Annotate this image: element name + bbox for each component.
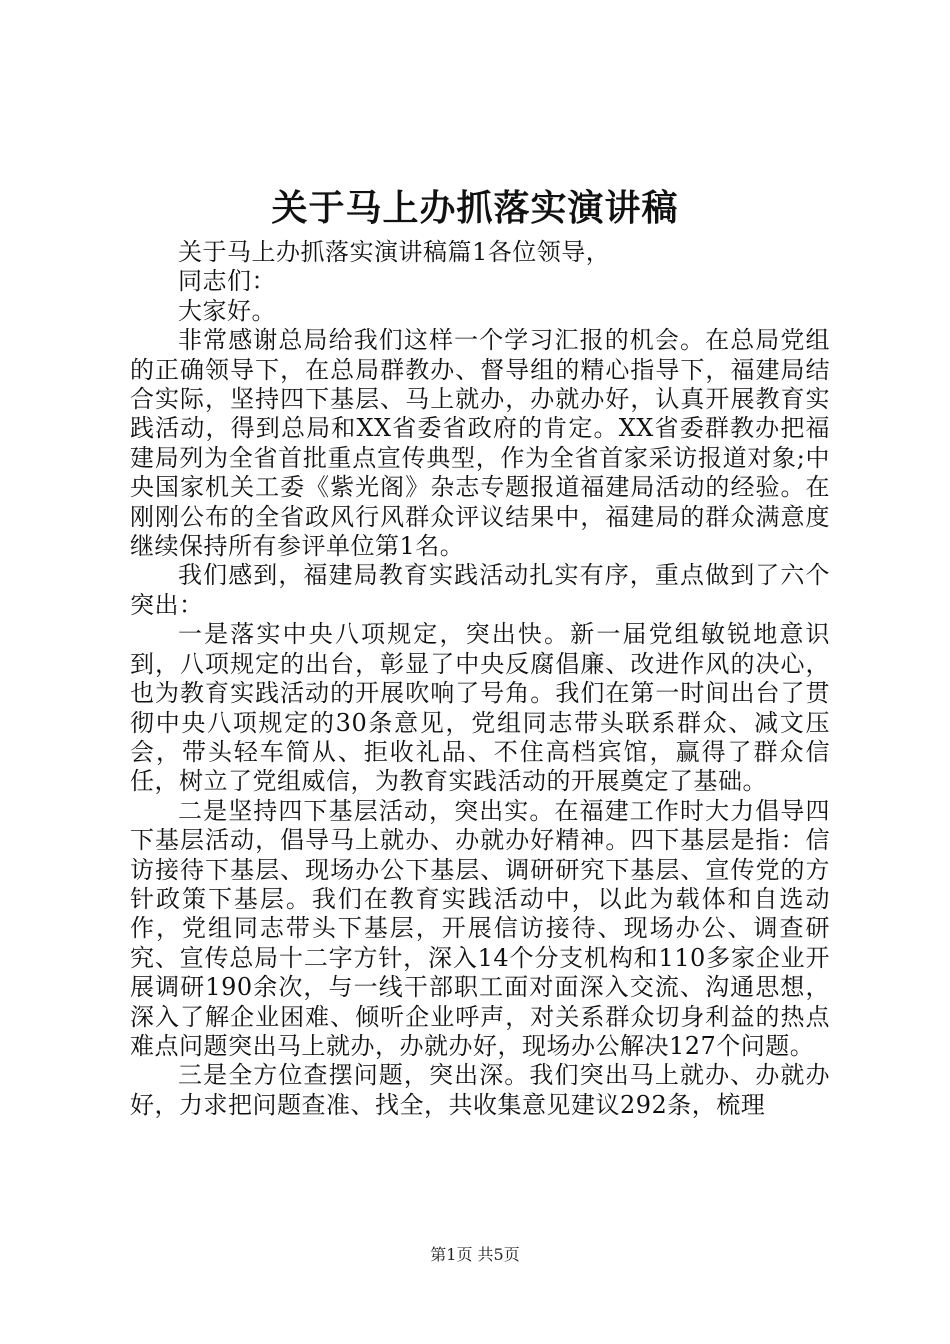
document-body (130, 238, 830, 1120)
paragraph-point-three: 三是全方位查摆问题，突出深。我们突出马上就办、办就办好，力求把问题查准、找全，共收集意见建议292条，梳理 (130, 1061, 830, 1119)
paragraph-comrades: 同志们： (178, 267, 276, 296)
paragraph-thanks: 非常感谢总局给我们这样一个学习汇报的机会。在总局党组的正确领导下，在总局群教办、督导组的精心指导下，福建局结合实际，坚持四下基层、马上就办，办就办好，认真开展教育实践活动，得到总局和XX省委省政府的肯定。XX省委群教办把福建局列为全省首批重点宣传典型，作为全省首家采访报道对象;中央国家机关工委《紫光阁》杂志专题报道福建局活动的经验。在刚刚公布的全省政风行风群众评议结果中，福建局的群众满意度继续保持所有参评单位第1名。 (130, 326, 830, 561)
document-title: 关于马上办抓落实演讲稿 (271, 187, 679, 229)
paragraph-point-one: 一是落实中央八项规定，突出快。新一届党组敏锐地意识到，八项规定的出台，彰显了中央反腐倡廉、改进作风的决心，也为教育实践活动的开展吹响了号角。我们在第一时间出台了贯彻中央八项规定的30条意见，党组同志带头联系群众、减文压会，带头轻车简从、拒收礼品、不住高档宾馆，赢得了群众信任，树立了党组威信，为教育实践活动的开展奠定了基础。 (130, 620, 830, 796)
paragraph-greeting: 大家好。 (178, 296, 276, 325)
paragraph-salutation: 关于马上办抓落实演讲稿篇1各位领导， (178, 238, 611, 266)
paragraph-point-two: 二是坚持四下基层活动，突出实。在福建工作时大力倡导四下基层活动，倡导马上就办、办就办好精神。四下基层是指：信访接待下基层、现场办公下基层、调研研究下基层、宣传党的方针政策下基层。我们在教育实践活动中，以此为载体和自选动作，党组同志带头下基层，开展信访接待、现场办公、调查研究、宣传总局十二字方针，深入14个分支机构和110多家企业开展调研190余次，与一线干部职工面对面深入交流、沟通思想，深入了解企业困难、倾听企业呼声，对关系群众切身利益的热点难点问题突出马上就办，办就办好，现场办公解决127个问题。 (130, 796, 830, 1060)
paragraph-six-highlights: 我们感到，福建局教育实践活动扎实有序，重点做到了六个突出： (130, 561, 830, 619)
page-number-footer: 第1页 共5页 (430, 1245, 520, 1264)
